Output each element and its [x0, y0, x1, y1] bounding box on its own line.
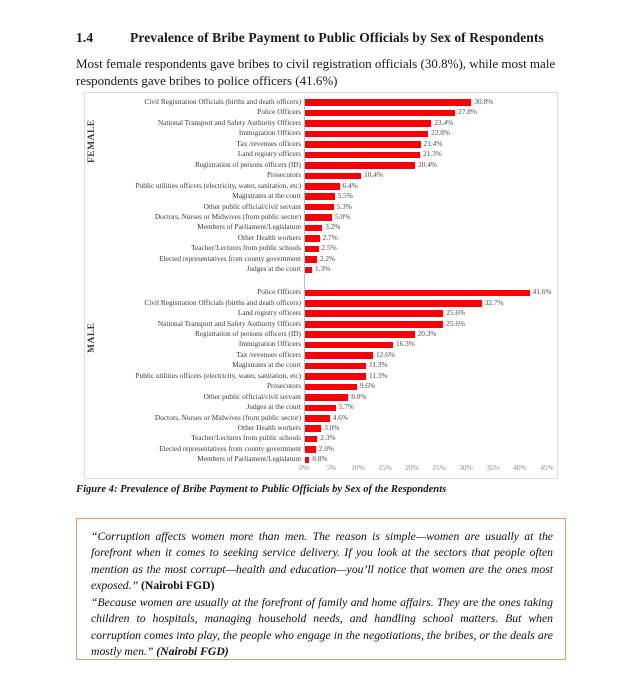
bar-value-label: 5.0%: [335, 211, 351, 221]
bar-value-label: 2.5%: [321, 243, 337, 253]
bar-value-label: 21.3%: [423, 149, 442, 159]
bar-value-label: 2.2%: [319, 253, 336, 263]
chart-bar-row: [85, 320, 559, 330]
bar-value-label: 11.3%: [369, 370, 388, 380]
group-label-male: MALE: [87, 322, 97, 353]
chart-bar-row: [85, 129, 559, 139]
bar-value-label: 32.7%: [484, 297, 504, 307]
chart-bar-row: [85, 213, 559, 223]
bar-value-label: 20.4%: [418, 159, 438, 169]
bar-value-label: 11.3%: [369, 360, 388, 370]
bar: [305, 183, 340, 190]
section-heading: [76, 30, 566, 46]
x-axis-tick-label: 45%: [540, 463, 554, 472]
bar-value-label: 5.3%: [336, 201, 352, 211]
quote-2-source: (Nairobi FGD): [156, 645, 229, 659]
bar: [305, 193, 335, 200]
chart-bar-row: [85, 119, 559, 129]
bar: [305, 436, 317, 443]
bar-category-label: Immigration Officers: [238, 339, 301, 349]
chart-bar-row: [85, 351, 559, 361]
chart-bar-row: [85, 382, 559, 392]
bar-category-label: Other Health workers: [237, 232, 301, 242]
quote-2: [91, 595, 553, 661]
bar-category-label: Registration of persons officers (ID): [194, 159, 301, 169]
bar-category-label: Public utilities officers (electricity, water, sanitation, etc): [135, 180, 301, 190]
chart-bar-row: [85, 340, 559, 350]
intro-paragraph: Most female respondents gave bribes to civil registration officials (30.8%), while most male respondents gave bribes to police officers (41.6%): [76, 56, 556, 88]
bar-category-label: Elected representatives from county government: [159, 253, 301, 263]
x-axis-tick-label: 0%: [299, 463, 309, 472]
bar-value-label: 2.0%: [318, 443, 334, 453]
bar-category-label: Other public official/civil servant: [203, 391, 301, 401]
bar: [305, 204, 334, 211]
bar-category-label: Other public official/civil servant: [203, 201, 301, 211]
bar-category-label: Teacher/Lectures from public schools: [191, 243, 301, 253]
bar: [305, 446, 316, 453]
bar-value-label: 2.3%: [320, 433, 336, 443]
bar-category-label: Public utilities officers (electricity, water, sanitation, etc): [135, 370, 301, 380]
bar: [305, 352, 373, 359]
x-axis-tick-label: 25%: [432, 463, 446, 472]
bar-value-label: 5.7%: [338, 402, 354, 412]
bar: [305, 256, 317, 263]
x-axis-tick-label: 10%: [351, 463, 365, 472]
bar-value-label: 41.6%: [532, 287, 552, 297]
bar: [305, 225, 322, 232]
chart-bar-row: [85, 330, 559, 340]
bar-value-label: 0.8%: [312, 454, 328, 464]
bar-category-label: Members of Parliament/Legislature: [197, 454, 301, 464]
bar-category-label: Teacher/Lectures from public schools: [191, 433, 301, 443]
chart-bar-row: [85, 265, 559, 275]
bar: [305, 394, 348, 401]
bar-value-label: 4.6%: [332, 412, 349, 422]
bar-category-label: Police Officers: [257, 107, 301, 117]
chart-bar-row: [85, 414, 559, 424]
bar-category-label: Civil Registration Officials (births and death officers): [144, 97, 301, 106]
bribe-prevalence-chart: [84, 92, 558, 479]
bar-value-label: 25.6%: [446, 318, 466, 328]
figure-caption: Figure 4: Prevalence of Bribe Payment to Public Officials by Sex of the Respondents: [76, 484, 447, 495]
bar-category-label: Magistrates at the court: [232, 191, 301, 201]
chart-bar-row: [85, 161, 559, 171]
x-axis-tick-label: 15%: [378, 463, 392, 472]
bar-category-label: Registration of persons officers (ID): [194, 328, 301, 338]
chart-bar-row: [85, 299, 559, 309]
chart-bar-row: [85, 192, 559, 202]
bar-category-label: Elected representatives from county government: [159, 443, 301, 453]
bar-category-label: Members of Parliament/Legislature: [197, 222, 301, 232]
bar: [305, 425, 321, 432]
chart-plot-area: [85, 93, 559, 480]
bar: [305, 173, 361, 180]
quote-2-text: “Because women are usually at the forefront of family and home affairs. They are the ones taking children to hospitals, managing household needs, and handling school matters. But when corruption comes into play, the people who engage in the negotiations, the bribes, or the deals are mostly men.”: [91, 596, 553, 659]
bar-category-label: Doctors, Nurses or Midwives (from public sector): [154, 211, 301, 221]
bar: [305, 384, 357, 391]
bar: [305, 267, 312, 274]
bar: [305, 310, 443, 317]
bar-value-label: 9.6%: [359, 381, 376, 391]
bar-value-label: 23.4%: [434, 117, 454, 127]
bar: [305, 214, 332, 221]
bar: [305, 110, 455, 117]
bar: [305, 342, 393, 349]
bar-value-label: 25.6%: [446, 308, 466, 318]
bar-category-label: Doctors, Nurses or Midwives (from public sector): [154, 412, 301, 422]
bar-category-label: Tax /revenues officers: [236, 349, 301, 359]
quote-1-text: “Corruption affects women more than men. The reason is simple—women are usually at the forefront when it comes to seeking service delivery. If you look at the sectors that people often mention as the most corrupt—health and education—you’ll notice that women are the ones most exposed.”: [91, 530, 553, 593]
bar-category-label: Prosecutors: [266, 381, 301, 391]
bar-category-label: Police Officers: [257, 287, 301, 297]
bar-category-label: Civil Registration Officials (births and death officers): [144, 297, 301, 307]
chart-bar-row: [85, 140, 559, 150]
bar: [305, 415, 330, 422]
bar-value-label: 5.5%: [337, 191, 353, 201]
bar-value-label: 3.0%: [324, 423, 340, 433]
section-title: Prevalence of Bribe Payment to Public Officials by Sex of Respondents: [130, 30, 544, 45]
bar-value-label: 30.8%: [474, 97, 494, 106]
bar: [305, 235, 320, 242]
bar-category-label: Land registry officers: [237, 149, 301, 159]
bar: [305, 321, 443, 328]
group-label-female: FEMALE: [87, 119, 97, 163]
chart-bar-row: [85, 309, 559, 319]
bar: [305, 246, 319, 253]
bar: [305, 141, 421, 148]
bar-category-label: Immigration Officers: [238, 128, 301, 138]
bar: [305, 290, 530, 297]
bar-category-label: Other Health workers: [237, 423, 301, 433]
bar-value-label: 8.0%: [351, 391, 367, 401]
bar-value-label: 12.6%: [376, 349, 395, 359]
bar-value-label: 21.4%: [423, 138, 443, 148]
bar: [305, 331, 415, 338]
bar-value-label: 3.2%: [325, 222, 341, 232]
bar: [305, 363, 366, 370]
bar: [305, 300, 482, 307]
bar-category-label: Prosecutors: [266, 170, 301, 180]
quote-box: [76, 518, 566, 660]
bar: [305, 405, 336, 412]
x-axis-tick-label: 40%: [513, 463, 527, 472]
quote-1: [91, 529, 553, 595]
bar-value-label: 22.8%: [431, 128, 450, 138]
bar-category-label: National Transport and Safety Authority Officers: [157, 117, 301, 127]
bar-value-label: 16.3%: [396, 339, 415, 349]
x-axis-tick-label: 5%: [326, 463, 336, 472]
bar: [305, 162, 415, 169]
x-axis-tick-label: 35%: [486, 463, 500, 472]
bar-value-label: 6.4%: [342, 180, 358, 190]
bar-category-label: Tax /revenues officers: [236, 138, 301, 148]
bar-value-label: 2.7%: [322, 232, 338, 242]
chart-bar-row: [85, 108, 559, 118]
bar-value-label: 1.3%: [315, 264, 331, 274]
bar: [305, 99, 471, 106]
bar: [305, 152, 420, 159]
x-axis-tick-label: 30%: [459, 463, 473, 472]
chart-bar-row: [85, 372, 559, 382]
chart-bar-row: [85, 393, 559, 403]
section-number: 1.4: [76, 30, 94, 45]
x-axis-tick-label: 20%: [405, 463, 419, 472]
chart-bar-row: [85, 98, 559, 108]
bar-value-label: 10.4%: [364, 170, 384, 180]
quote-1-source: (Nairobi FGD): [141, 579, 215, 593]
bar: [305, 120, 431, 127]
bar-category-label: Judges at the court: [246, 402, 301, 412]
bar-category-label: Judges at the court: [246, 264, 301, 274]
chart-bar-row: [85, 182, 559, 192]
bar: [305, 131, 428, 138]
bar-category-label: Land registry officers: [237, 308, 301, 318]
chart-bar-row: [85, 150, 559, 160]
bar: [305, 373, 366, 380]
bar-category-label: National Transport and Safety Authority Officers: [157, 318, 301, 328]
bar-category-label: Magistrates at the court: [232, 360, 301, 370]
bar-value-label: 27.8%: [458, 107, 477, 117]
bar-value-label: 20.3%: [417, 328, 437, 338]
